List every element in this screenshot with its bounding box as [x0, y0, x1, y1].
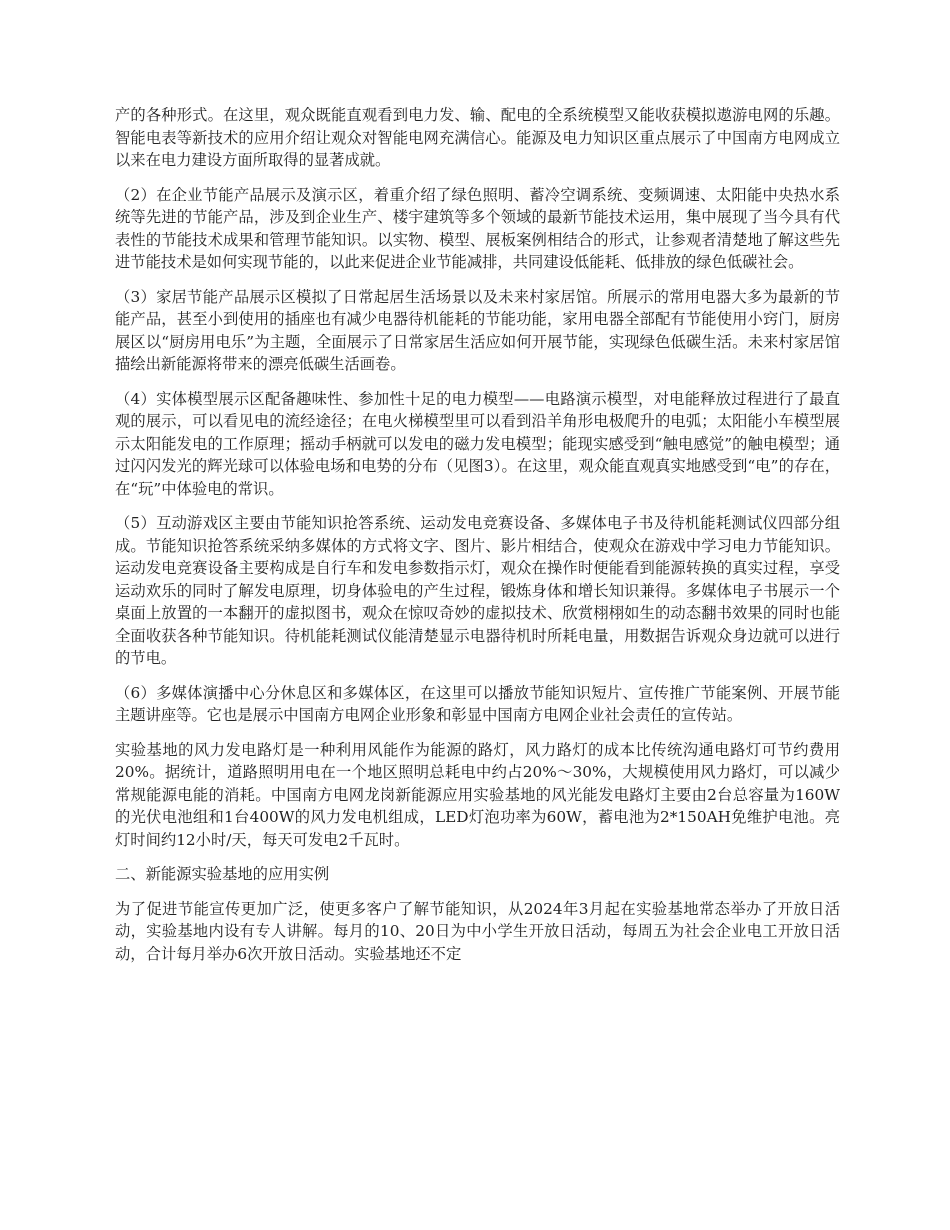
paragraph-open-day: 为了促进节能宣传更加广泛，使更多客户了解节能知识，从2024年3月起在实验基地常态举办了开放日活动，实验基地内设有专人讲解。每月的10、20日为中小学生开放日活动，每周五为社会企业电工开放日活动，合计每月举办6次开放日活动。实验基地还不定 [115, 899, 840, 963]
paragraph-home-products: （3）家居节能产品展示区模拟了日常起居生活场景以及未来村家居馆。所展示的常用电器大多为最新的节能产品，甚至小到使用的插座也有减少电器待机能耗的节能功能，家用电器全部配有节能使用小窍门，厨房展区以“厨房用电乐”为主题，全面展示了日常家居生活应如何开展节能，实现绿色低碳生活。未来村家居馆描绘出新能源将带来的漂亮低碳生活画卷。 [115, 287, 840, 373]
section-heading: 二、新能源实验基地的应用实例 [115, 865, 330, 883]
paragraph-exhibition-intro: 产的各种形式。在这里，观众既能直观看到电力发、输、配电的全系统模型又能收获模拟遨游电网的乐趣。智能电表等新技术的应用介绍让观众对智能电网充满信心。能源及电力知识区重点展示了中国南方电网成立以来在电力建设方面所取得的显著成就。 [115, 106, 840, 169]
document-page [115, 104, 840, 977]
paragraph-physical-models: （4）实体模型展示区配备趣味性、参加性十足的电力模型——电路演示模型，对电能释放过程进行了最直观的展示，可以看见电的流经途径；在电火梯模型里可以看到沿羊角形电极爬升的电弧；太阳能小车模型展示太阳能发电的工作原理；摇动手柄就可以发电的磁力发电模型；能现实感受到“触电感觉”的触电模型；通过闪闪发光的辉光球可以体验电场和电势的分布（见图3）。在这里，观众能直观真实地感受到“电”的存在，在“玩”中体验电的常识。 [115, 389, 840, 498]
paragraph-wind-streetlight: 实验基地的风力发电路灯是一种利用风能作为能源的路灯，风力路灯的成本比传统沟通电路灯可节约费用20%。据统计，道路照明用电在一个地区照明总耗电中约占20%～30%，大规模使用风力路灯，可以减少常规能源电能的消耗。中国南方电网龙岗新能源应用实验基地的风光能发电路灯主要由2台总容量为160W的光伏电池组和1台400W的风力发电机组成，LED灯泡功率为60W，蓄电池为2*150AH免维护电池。亮灯时间约12小时/天，每天可发电2千瓦时。 [115, 740, 840, 849]
paragraph-enterprise-products: （2）在企业节能产品展示及演示区，着重介绍了绿色照明、蓄冷空调系统、变频调速、太阳能中央热水系统等先进的节能产品，涉及到企业生产、楼宇建筑等多个领域的最新节能技术运用，集中展现了当今具有代表性的节能技术成果和管理节能知识。以实物、模型、展板案例相结合的形式，让参观者清楚地了解这些先进节能技术是如何实现节能的，以此来促进企业节能减排，共同建设低能耗、低排放的绿色低碳社会。 [115, 185, 840, 271]
paragraph-multimedia-center: （6）多媒体演播中心分休息区和多媒体区，在这里可以播放节能知识短片、宣传推广节能案例、开展节能主题讲座等。它也是展示中国南方电网企业形象和彰显中国南方电网企业社会责任的宣传站。 [115, 683, 840, 724]
paragraph-interactive-games: （5）互动游戏区主要由节能知识抢答系统、运动发电竞赛设备、多媒体电子书及待机能耗测试仪四部分组成。节能知识抢答系统采纳多媒体的方式将文字、图片、影片相结合，使观众在游戏中学习电力节能知识。运动发电竞赛设备主要构成是自行车和发电参数指示灯，观众在操作时便能看到能源转换的真实过程，享受运动欢乐的同时了解发电原理，切身体验电的产生过程，锻炼身体和增长知识兼得。多媒体电子书展示一个桌面上放置的一本翻开的虚拟图书，观众在惊叹奇妙的虚拟技术、欣赏栩栩如生的动态翻书效果的同时也能全面收获各种节能知识。待机能耗测试仪能清楚显示电器待机时所耗电量，用数据告诉观众身边就可以进行的节电。 [115, 514, 840, 667]
